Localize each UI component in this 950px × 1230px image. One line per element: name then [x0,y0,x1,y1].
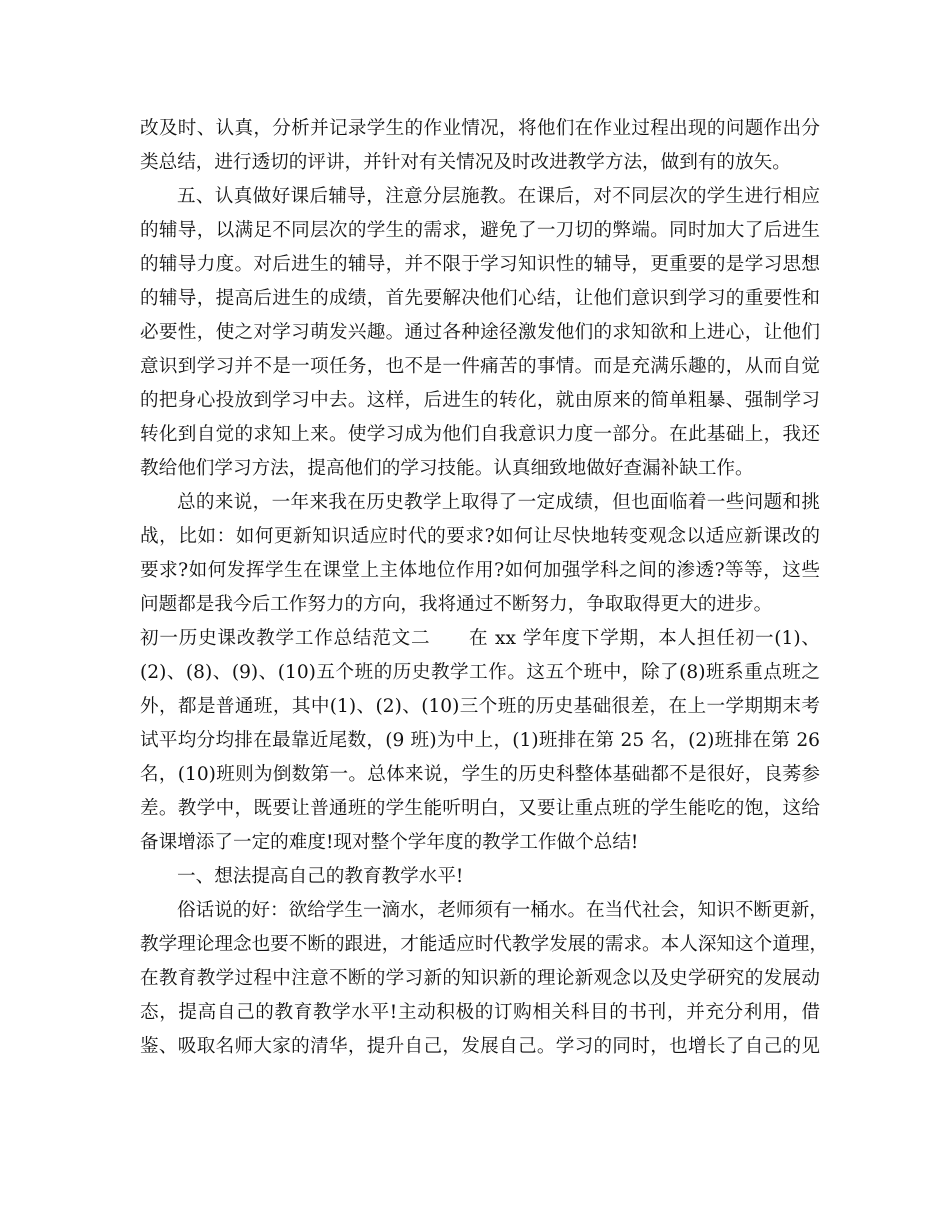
text-line: 要求?如何发挥学生在课堂上主体地位作用?如何加强学科之间的渗透?等等，这些 [140,560,820,581]
text-line: 战，比如：如何更新知识适应时代的要求?如何让尽快地转变观念以适应新课改的 [140,526,820,547]
text-line: 问题都是我今后工作努力的方向，我将通过不断努力，争取取得更大的进步。 [140,594,773,615]
text-line: 的辅导力度。对后进生的辅导，并不限于学习知识性的辅导，更重要的是学习思想 [140,254,820,275]
text-line: 五、认真做好课后辅导，注意分层施教。在课后，对不同层次的学生进行相应 [177,186,820,207]
text-line: 改及时、认真，分析并记录学生的作业情况，将他们在作业过程出现的问题作出分 [140,118,820,139]
text-line: 外，都是普通班，其中(1)、(2)、(10)三个班的历史基础很差，在上一学期期末考 [140,696,820,717]
text-line: 俗话说的好：欲给学生一滴水，老师须有一桶水。在当代社会，知识不断更新， [177,900,828,921]
text-line: 差。教学中，既要让普通班的学生能听明白，又要让重点班的学生能吃的饱，这给 [140,798,820,819]
text-line: (2)、(8)、(9)、(10)五个班的历史教学工作。这五个班中，除了(8)班系重点班之 [140,662,820,683]
text-line: 的辅导，以满足不同层次的学生的需求，避免了一刀切的弊端。同时加大了后进生 [140,220,820,241]
text-line: 类总结，进行透切的评讲，并针对有关情况及时改进教学方法，做到有的放矢。 [140,152,791,173]
document-body [140,112,828,1064]
text-line: 态，提高自己的教育教学水平!主动积极的订购相关科目的书刊，并充分利用，借 [140,1002,820,1023]
text-line: 的辅导，提高后进生的成绩，首先要解决他们心结，让他们意识到学习的重要性和 [140,288,820,309]
text-line: 一、想法提高自己的教育教学水平! [177,866,464,887]
text-line: 备课增添了一定的难度!现对整个学年度的教学工作做个总结! [140,832,639,853]
text-line: 在教育教学过程中注意不断的学习新的知识新的理论新观念以及史学研究的发展动 [140,968,820,989]
text-line: 的把身心投放到学习中去。这样，后进生的转化，就由原来的简单粗暴、强制学习 [140,390,820,411]
text-line: 教学理论理念也要不断的跟进，才能适应时代教学发展的需求。本人深知这个道理， [140,934,828,955]
text-line: 总的来说，一年来我在历史教学上取得了一定成绩，但也面临着一些问题和挑 [177,492,820,513]
text-line: 鉴、吸取名师大家的清华，提升自己，发展自己。学习的同时，也增长了自己的见 [140,1036,820,1057]
text-line: 必要性，使之对学习萌发兴趣。通过各种途径激发他们的求知欲和上进心，让他们 [140,322,820,343]
text-line: 初一历史课改教学工作总结范文二 在 xx 学年度下学期，本人担任初一(1)、 [140,628,820,649]
text-line: 试平均分均排在最靠近尾数，(9 班)为中上，(1)班排在第 25 名，(2)班排在第 26 [140,730,820,751]
text-line: 教给他们学习方法，提高他们的学习技能。认真细致地做好查漏补缺工作。 [140,458,754,479]
text-line: 转化到自觉的求知上来。使学习成为他们自我意识力度一部分。在此基础上，我还 [140,424,820,445]
text-line: 名，(10)班则为倒数第一。总体来说，学生的历史科整体基础都不是很好，良莠参 [140,764,820,785]
text-line: 意识到学习并不是一项任务，也不是一件痛苦的事情。而是充满乐趣的，从而自觉 [140,356,820,377]
